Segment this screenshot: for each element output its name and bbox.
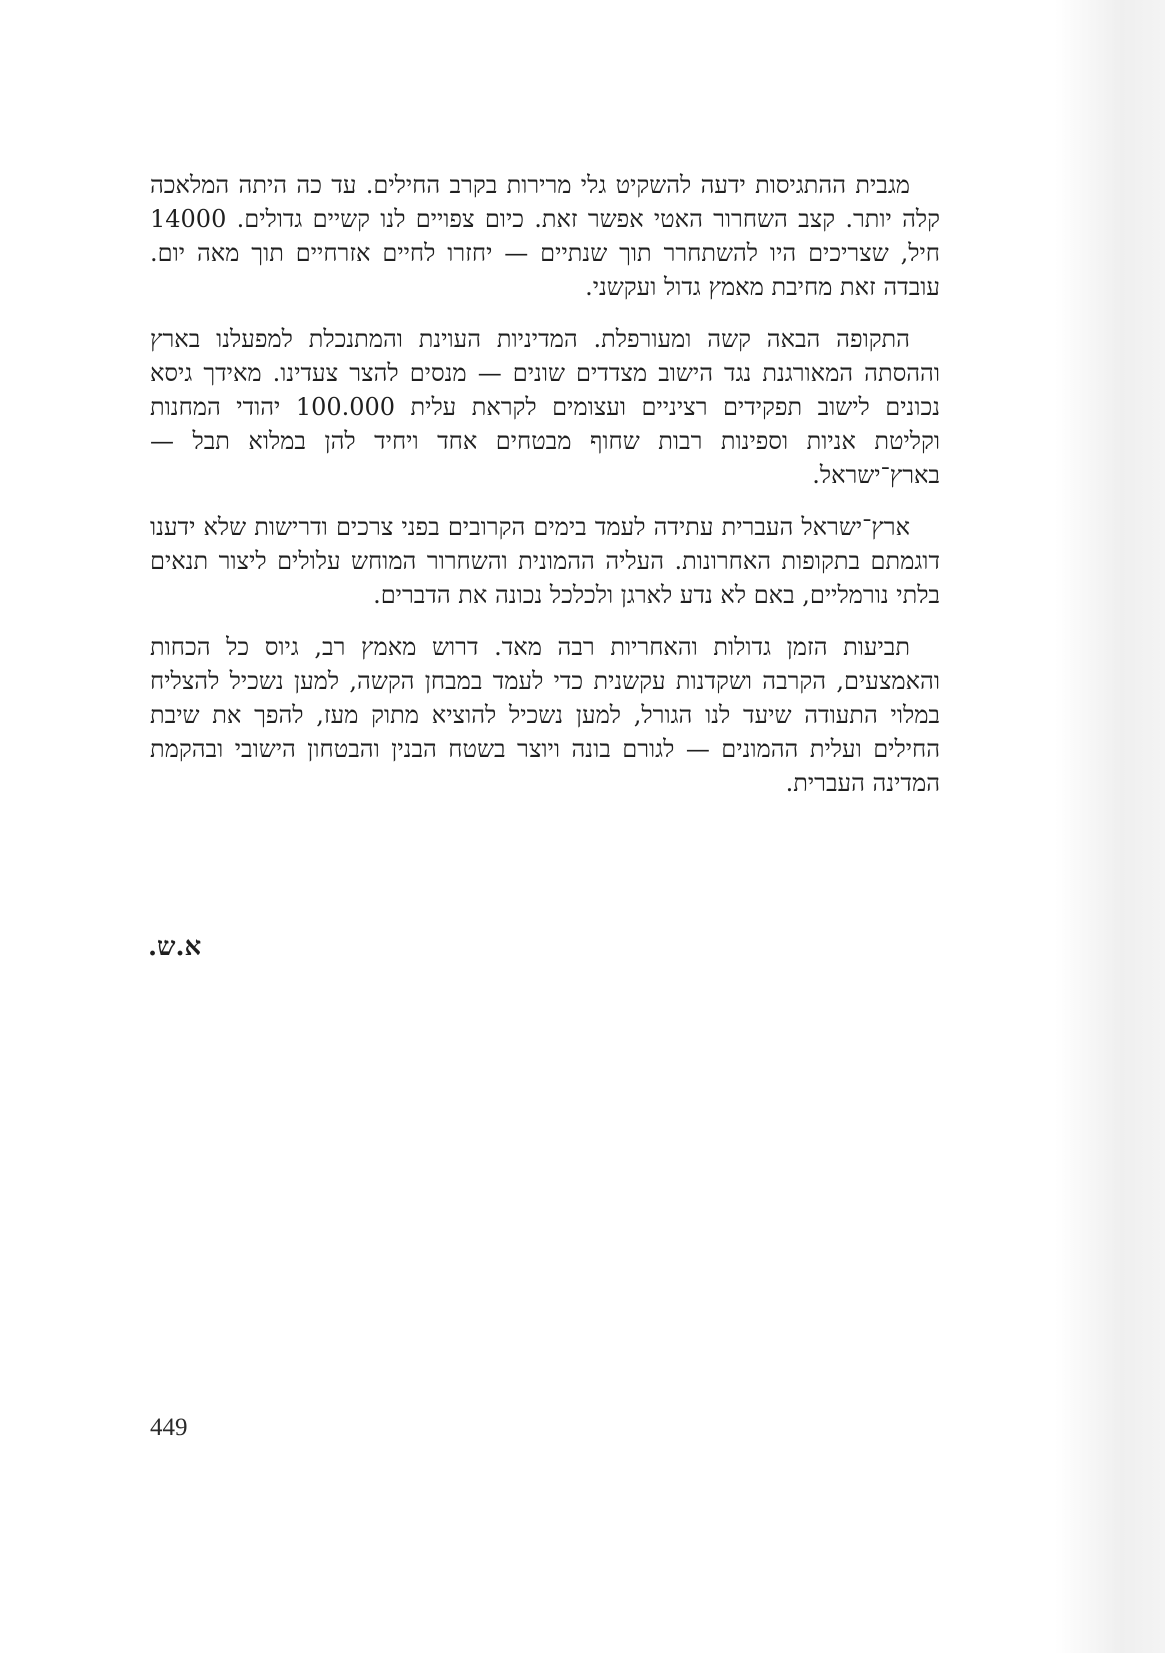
paragraph-1: מגבית ההתגיסות ידעה להשקיט גלי מרירות בקרב החילים. עד כה היתה המלאכה קלה יותר. קצב השחרור האטי אפשר זאת. כיום צפויים לנו קשיים גדולים. 14000 חיל, שצריכים היו להשתחרר תוך שנתיים — יחזרו לחיים אזרחיים תוך מאה יום. עובדה זאת מחיבת מאמץ גדול ועקשני. (150, 171, 940, 301)
body-text (150, 168, 940, 818)
page-number: 449 (150, 1414, 188, 1441)
paragraph-3: ארץ־ישראל העברית עתידה לעמד בימים הקרובים בפני צרכים ודרישות שלא ידענו דוגמתם בתקופות האחרונות. העליה ההמונית והשחרור המוחש עלולים ליצור תנאים בלתי נורמליים, באם לא נדע לארגן ולכלכל נכונה את הדברים. (150, 513, 940, 609)
page-binding-shadow (1055, 0, 1165, 1653)
paragraph-2: התקופה הבאה קשה ומעורפלת. המדיניות העוינת והמתנכלת למפעלנו בארץ וההסתה המאורגנת נגד הישוב מצדדים שונים — מנסים להצר צעדינו. מאידך גיסא נכונים לישוב תפקידים רציניים ועצומים לקראת עלית 100.000 יהודי המחנות וקליטת אניות וספינות רבות שחוף מבטחים אחד ויחיד להן במלוא תבל — בארץ־ישראל. (150, 325, 941, 489)
author-signature: א.ש. (148, 932, 202, 962)
paragraph-4: תביעות הזמן גדולות והאחריות רבה מאד. דרוש מאמץ רב, גיוס כל הכחות והאמצעים, הקרבה ושקדנות עקשנית כדי לעמד במבחן הקשה, למען נשכיל להצליח במלוי התעודה שיעד לנו הגורל, למען נשכיל להוציא מתוק מעז, להפך את שיבת החילים ועלית ההמונים — לגורם בונה ויוצר בשטח הבנין והבטחון הישובי ובהקמת המדינה העברית. (150, 633, 940, 797)
